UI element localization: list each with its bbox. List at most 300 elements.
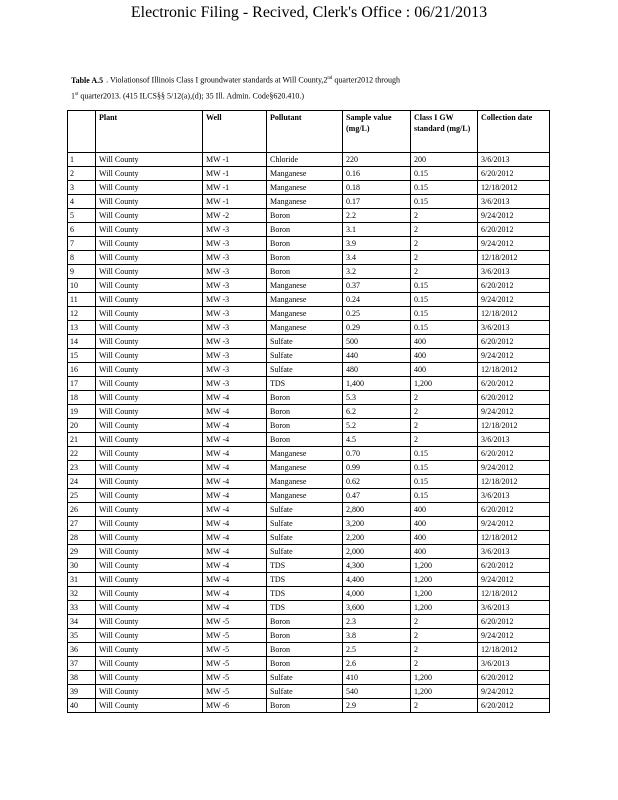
cell-date: 9/24/2012 bbox=[478, 209, 550, 223]
cell-index: 30 bbox=[68, 559, 96, 573]
cell-sample-value: 2,000 bbox=[343, 545, 411, 559]
cell-date: 9/24/2012 bbox=[478, 685, 550, 699]
cell-plant: Will County bbox=[96, 545, 203, 559]
cell-plant: Will County bbox=[96, 279, 203, 293]
cell-standard: 2 bbox=[411, 629, 478, 643]
table-row bbox=[68, 293, 550, 307]
header-standard: Class I GW standard (mg/L) bbox=[411, 111, 478, 153]
cell-date: 6/20/2012 bbox=[478, 615, 550, 629]
cell-index: 29 bbox=[68, 545, 96, 559]
cell-pollutant: Manganese bbox=[267, 307, 343, 321]
table-header-row bbox=[68, 111, 550, 153]
cell-date: 3/6/2013 bbox=[478, 657, 550, 671]
cell-standard: 1,200 bbox=[411, 685, 478, 699]
table-row bbox=[68, 587, 550, 601]
cell-standard: 2 bbox=[411, 419, 478, 433]
cell-date: 3/6/2013 bbox=[478, 545, 550, 559]
header-pollutant: Pollutant bbox=[267, 111, 343, 153]
header-well: Well bbox=[203, 111, 267, 153]
table-row bbox=[68, 237, 550, 251]
cell-plant: Will County bbox=[96, 167, 203, 181]
table-row bbox=[68, 405, 550, 419]
cell-sample-value: 410 bbox=[343, 671, 411, 685]
table-row bbox=[68, 363, 550, 377]
table-row bbox=[68, 433, 550, 447]
cell-pollutant: Boron bbox=[267, 629, 343, 643]
cell-date: 6/20/2012 bbox=[478, 391, 550, 405]
cell-index: 20 bbox=[68, 419, 96, 433]
cell-standard: 1,200 bbox=[411, 573, 478, 587]
cell-pollutant: Sulfate bbox=[267, 531, 343, 545]
cell-standard: 1,200 bbox=[411, 601, 478, 615]
cell-well: MW -3 bbox=[203, 279, 267, 293]
cell-well: MW -2 bbox=[203, 209, 267, 223]
cell-sample-value: 3.9 bbox=[343, 237, 411, 251]
cell-pollutant: Sulfate bbox=[267, 503, 343, 517]
cell-well: MW -4 bbox=[203, 573, 267, 587]
table-row bbox=[68, 223, 550, 237]
cell-date: 9/24/2012 bbox=[478, 405, 550, 419]
cell-well: MW -4 bbox=[203, 587, 267, 601]
cell-well: MW -3 bbox=[203, 377, 267, 391]
cell-well: MW -4 bbox=[203, 489, 267, 503]
cell-pollutant: Manganese bbox=[267, 167, 343, 181]
cell-pollutant: Boron bbox=[267, 405, 343, 419]
cell-date: 9/24/2012 bbox=[478, 629, 550, 643]
cell-standard: 400 bbox=[411, 503, 478, 517]
cell-index: 3 bbox=[68, 181, 96, 195]
cell-sample-value: 0.16 bbox=[343, 167, 411, 181]
cell-date: 9/24/2012 bbox=[478, 461, 550, 475]
cell-sample-value: 2.3 bbox=[343, 615, 411, 629]
cell-pollutant: Sulfate bbox=[267, 671, 343, 685]
cell-plant: Will County bbox=[96, 475, 203, 489]
caption-text-2: quarter2012 through bbox=[332, 75, 400, 85]
table-row bbox=[68, 447, 550, 461]
cell-date: 3/6/2013 bbox=[478, 433, 550, 447]
cell-pollutant: Boron bbox=[267, 209, 343, 223]
caption-sup-2: st bbox=[75, 91, 79, 97]
cell-date: 6/20/2012 bbox=[478, 279, 550, 293]
cell-pollutant: Boron bbox=[267, 433, 343, 447]
cell-standard: 2 bbox=[411, 251, 478, 265]
cell-standard: 2 bbox=[411, 391, 478, 405]
cell-well: MW -4 bbox=[203, 419, 267, 433]
cell-index: 32 bbox=[68, 587, 96, 601]
cell-standard: 2 bbox=[411, 699, 478, 713]
table-row bbox=[68, 335, 550, 349]
cell-plant: Will County bbox=[96, 601, 203, 615]
cell-plant: Will County bbox=[96, 573, 203, 587]
cell-date: 6/20/2012 bbox=[478, 167, 550, 181]
cell-index: 40 bbox=[68, 699, 96, 713]
caption-sup-1: nd bbox=[327, 76, 333, 81]
cell-index: 21 bbox=[68, 433, 96, 447]
cell-date: 6/20/2012 bbox=[478, 223, 550, 237]
cell-sample-value: 4,400 bbox=[343, 573, 411, 587]
cell-well: MW -4 bbox=[203, 461, 267, 475]
cell-pollutant: Manganese bbox=[267, 195, 343, 209]
cell-index: 9 bbox=[68, 265, 96, 279]
cell-index: 33 bbox=[68, 601, 96, 615]
table-row bbox=[68, 195, 550, 209]
cell-plant: Will County bbox=[96, 349, 203, 363]
cell-date: 9/24/2012 bbox=[478, 517, 550, 531]
cell-index: 35 bbox=[68, 629, 96, 643]
cell-date: 6/20/2012 bbox=[478, 503, 550, 517]
cell-plant: Will County bbox=[96, 489, 203, 503]
cell-sample-value: 0.17 bbox=[343, 195, 411, 209]
cell-well: MW -4 bbox=[203, 433, 267, 447]
cell-pollutant: Sulfate bbox=[267, 335, 343, 349]
cell-pollutant: Manganese bbox=[267, 461, 343, 475]
cell-pollutant: TDS bbox=[267, 377, 343, 391]
cell-index: 1 bbox=[68, 153, 96, 167]
cell-date: 3/6/2013 bbox=[478, 153, 550, 167]
cell-index: 36 bbox=[68, 643, 96, 657]
cell-well: MW -5 bbox=[203, 671, 267, 685]
cell-sample-value: 0.99 bbox=[343, 461, 411, 475]
cell-sample-value: 5.3 bbox=[343, 391, 411, 405]
cell-sample-value: 440 bbox=[343, 349, 411, 363]
cell-sample-value: 0.47 bbox=[343, 489, 411, 503]
cell-date: 6/20/2012 bbox=[478, 335, 550, 349]
table-row bbox=[68, 545, 550, 559]
caption-text-3: 1 bbox=[71, 91, 75, 101]
cell-sample-value: 4,000 bbox=[343, 587, 411, 601]
cell-well: MW -6 bbox=[203, 699, 267, 713]
table-label: Table A.5 bbox=[71, 75, 104, 85]
cell-well: MW -3 bbox=[203, 349, 267, 363]
cell-date: 6/20/2012 bbox=[478, 377, 550, 391]
cell-date: 12/18/2012 bbox=[478, 475, 550, 489]
cell-date: 3/6/2013 bbox=[478, 601, 550, 615]
cell-date: 12/18/2012 bbox=[478, 307, 550, 321]
table-row bbox=[68, 573, 550, 587]
cell-standard: 0.15 bbox=[411, 279, 478, 293]
cell-pollutant: Manganese bbox=[267, 475, 343, 489]
caption-text-1: . Violationsof Illinois Class I groundwater standards at Will County,2 bbox=[106, 75, 328, 85]
table-row bbox=[68, 153, 550, 167]
cell-date: 3/6/2013 bbox=[478, 489, 550, 503]
cell-standard: 2 bbox=[411, 223, 478, 237]
cell-well: MW -4 bbox=[203, 559, 267, 573]
cell-sample-value: 3.4 bbox=[343, 251, 411, 265]
cell-sample-value: 0.37 bbox=[343, 279, 411, 293]
cell-plant: Will County bbox=[96, 293, 203, 307]
cell-index: 7 bbox=[68, 237, 96, 251]
cell-standard: 400 bbox=[411, 517, 478, 531]
cell-standard: 0.15 bbox=[411, 293, 478, 307]
table-row bbox=[68, 377, 550, 391]
table-row bbox=[68, 181, 550, 195]
cell-well: MW -4 bbox=[203, 503, 267, 517]
cell-plant: Will County bbox=[96, 181, 203, 195]
cell-plant: Will County bbox=[96, 209, 203, 223]
cell-date: 6/20/2012 bbox=[478, 699, 550, 713]
cell-sample-value: 3.8 bbox=[343, 629, 411, 643]
cell-pollutant: Boron bbox=[267, 391, 343, 405]
cell-plant: Will County bbox=[96, 195, 203, 209]
cell-standard: 1,200 bbox=[411, 559, 478, 573]
cell-plant: Will County bbox=[96, 433, 203, 447]
caption-text-4: quarter2013. (415 ILCS§§ 5/12(a),(d); 35 Ill. Admin. Code§620.410.) bbox=[78, 91, 305, 101]
cell-standard: 0.15 bbox=[411, 489, 478, 503]
cell-standard: 400 bbox=[411, 349, 478, 363]
cell-index: 38 bbox=[68, 671, 96, 685]
cell-plant: Will County bbox=[96, 671, 203, 685]
cell-plant: Will County bbox=[96, 461, 203, 475]
cell-standard: 200 bbox=[411, 153, 478, 167]
cell-standard: 2 bbox=[411, 615, 478, 629]
cell-well: MW -5 bbox=[203, 643, 267, 657]
cell-pollutant: Manganese bbox=[267, 447, 343, 461]
cell-date: 3/6/2013 bbox=[478, 195, 550, 209]
cell-standard: 400 bbox=[411, 531, 478, 545]
cell-sample-value: 0.70 bbox=[343, 447, 411, 461]
cell-index: 10 bbox=[68, 279, 96, 293]
cell-plant: Will County bbox=[96, 377, 203, 391]
table-row bbox=[68, 629, 550, 643]
cell-index: 26 bbox=[68, 503, 96, 517]
cell-plant: Will County bbox=[96, 531, 203, 545]
cell-plant: Will County bbox=[96, 391, 203, 405]
cell-plant: Will County bbox=[96, 629, 203, 643]
cell-sample-value: 0.62 bbox=[343, 475, 411, 489]
cell-standard: 0.15 bbox=[411, 307, 478, 321]
cell-sample-value: 3.1 bbox=[343, 223, 411, 237]
cell-date: 12/18/2012 bbox=[478, 363, 550, 377]
header-collection-date: Collection date bbox=[478, 111, 550, 153]
table-row bbox=[68, 503, 550, 517]
cell-well: MW -3 bbox=[203, 251, 267, 265]
cell-date: 12/18/2012 bbox=[478, 251, 550, 265]
cell-sample-value: 480 bbox=[343, 363, 411, 377]
cell-standard: 1,200 bbox=[411, 671, 478, 685]
cell-plant: Will County bbox=[96, 251, 203, 265]
cell-pollutant: Boron bbox=[267, 419, 343, 433]
cell-sample-value: 220 bbox=[343, 153, 411, 167]
header-index bbox=[68, 111, 96, 153]
cell-well: MW -3 bbox=[203, 293, 267, 307]
cell-standard: 0.15 bbox=[411, 181, 478, 195]
cell-pollutant: Manganese bbox=[267, 181, 343, 195]
cell-standard: 0.15 bbox=[411, 195, 478, 209]
cell-well: MW -4 bbox=[203, 517, 267, 531]
cell-standard: 2 bbox=[411, 237, 478, 251]
cell-sample-value: 3,600 bbox=[343, 601, 411, 615]
cell-date: 3/6/2013 bbox=[478, 265, 550, 279]
cell-pollutant: Sulfate bbox=[267, 349, 343, 363]
table-row bbox=[68, 265, 550, 279]
cell-index: 37 bbox=[68, 657, 96, 671]
cell-date: 9/24/2012 bbox=[478, 573, 550, 587]
table-row bbox=[68, 531, 550, 545]
table-row bbox=[68, 307, 550, 321]
cell-standard: 2 bbox=[411, 433, 478, 447]
cell-date: 12/18/2012 bbox=[478, 587, 550, 601]
cell-index: 22 bbox=[68, 447, 96, 461]
table-row bbox=[68, 685, 550, 699]
cell-index: 2 bbox=[68, 167, 96, 181]
cell-well: MW -5 bbox=[203, 685, 267, 699]
cell-sample-value: 5.2 bbox=[343, 419, 411, 433]
cell-standard: 0.15 bbox=[411, 321, 478, 335]
cell-plant: Will County bbox=[96, 335, 203, 349]
cell-pollutant: Sulfate bbox=[267, 363, 343, 377]
cell-well: MW -4 bbox=[203, 405, 267, 419]
table-row bbox=[68, 391, 550, 405]
cell-pollutant: Sulfate bbox=[267, 545, 343, 559]
cell-well: MW -1 bbox=[203, 195, 267, 209]
cell-plant: Will County bbox=[96, 223, 203, 237]
cell-index: 17 bbox=[68, 377, 96, 391]
cell-well: MW -5 bbox=[203, 657, 267, 671]
cell-pollutant: Boron bbox=[267, 615, 343, 629]
cell-date: 12/18/2012 bbox=[478, 643, 550, 657]
cell-standard: 1,200 bbox=[411, 377, 478, 391]
table-row bbox=[68, 559, 550, 573]
table-row bbox=[68, 279, 550, 293]
cell-plant: Will County bbox=[96, 657, 203, 671]
cell-plant: Will County bbox=[96, 405, 203, 419]
cell-sample-value: 2,200 bbox=[343, 531, 411, 545]
cell-pollutant: Boron bbox=[267, 223, 343, 237]
cell-sample-value: 2.5 bbox=[343, 643, 411, 657]
cell-well: MW -1 bbox=[203, 153, 267, 167]
cell-pollutant: Manganese bbox=[267, 279, 343, 293]
cell-standard: 2 bbox=[411, 657, 478, 671]
cell-well: MW -4 bbox=[203, 545, 267, 559]
cell-date: 6/20/2012 bbox=[478, 559, 550, 573]
cell-sample-value: 4.5 bbox=[343, 433, 411, 447]
cell-date: 9/24/2012 bbox=[478, 349, 550, 363]
cell-pollutant: Manganese bbox=[267, 293, 343, 307]
table-row bbox=[68, 671, 550, 685]
cell-well: MW -5 bbox=[203, 629, 267, 643]
cell-date: 6/20/2012 bbox=[478, 447, 550, 461]
cell-standard: 2 bbox=[411, 209, 478, 223]
cell-pollutant: Sulfate bbox=[267, 517, 343, 531]
cell-well: MW -4 bbox=[203, 475, 267, 489]
cell-pollutant: Boron bbox=[267, 699, 343, 713]
cell-index: 5 bbox=[68, 209, 96, 223]
cell-sample-value: 540 bbox=[343, 685, 411, 699]
cell-plant: Will County bbox=[96, 265, 203, 279]
cell-index: 31 bbox=[68, 573, 96, 587]
cell-pollutant: TDS bbox=[267, 587, 343, 601]
cell-pollutant: TDS bbox=[267, 573, 343, 587]
table-row bbox=[68, 615, 550, 629]
cell-standard: 0.15 bbox=[411, 475, 478, 489]
cell-well: MW -4 bbox=[203, 447, 267, 461]
cell-pollutant: Boron bbox=[267, 657, 343, 671]
table-row bbox=[68, 321, 550, 335]
cell-well: MW -3 bbox=[203, 237, 267, 251]
cell-plant: Will County bbox=[96, 699, 203, 713]
cell-well: MW -4 bbox=[203, 601, 267, 615]
cell-plant: Will County bbox=[96, 307, 203, 321]
cell-standard: 400 bbox=[411, 363, 478, 377]
table-row bbox=[68, 699, 550, 713]
table-row bbox=[68, 601, 550, 615]
cell-plant: Will County bbox=[96, 517, 203, 531]
cell-pollutant: Sulfate bbox=[267, 685, 343, 699]
cell-pollutant: TDS bbox=[267, 559, 343, 573]
table-row bbox=[68, 489, 550, 503]
cell-index: 19 bbox=[68, 405, 96, 419]
cell-index: 14 bbox=[68, 335, 96, 349]
cell-date: 9/24/2012 bbox=[478, 237, 550, 251]
cell-standard: 400 bbox=[411, 335, 478, 349]
cell-sample-value: 3.2 bbox=[343, 265, 411, 279]
cell-index: 28 bbox=[68, 531, 96, 545]
violations-table bbox=[67, 110, 550, 713]
cell-well: MW -3 bbox=[203, 363, 267, 377]
cell-plant: Will County bbox=[96, 643, 203, 657]
table-row bbox=[68, 643, 550, 657]
cell-index: 13 bbox=[68, 321, 96, 335]
cell-plant: Will County bbox=[96, 447, 203, 461]
table-row bbox=[68, 251, 550, 265]
cell-well: MW -4 bbox=[203, 531, 267, 545]
cell-sample-value: 0.25 bbox=[343, 307, 411, 321]
cell-plant: Will County bbox=[96, 237, 203, 251]
table-row bbox=[68, 657, 550, 671]
cell-standard: 0.15 bbox=[411, 461, 478, 475]
cell-pollutant: Boron bbox=[267, 251, 343, 265]
cell-index: 8 bbox=[68, 251, 96, 265]
cell-date: 12/18/2012 bbox=[478, 181, 550, 195]
cell-sample-value: 2.9 bbox=[343, 699, 411, 713]
cell-plant: Will County bbox=[96, 321, 203, 335]
cell-index: 24 bbox=[68, 475, 96, 489]
cell-date: 12/18/2012 bbox=[478, 531, 550, 545]
cell-date: 12/18/2012 bbox=[478, 419, 550, 433]
cell-standard: 0.15 bbox=[411, 167, 478, 181]
cell-plant: Will County bbox=[96, 559, 203, 573]
cell-index: 15 bbox=[68, 349, 96, 363]
cell-index: 11 bbox=[68, 293, 96, 307]
cell-pollutant: Manganese bbox=[267, 489, 343, 503]
cell-sample-value: 2.6 bbox=[343, 657, 411, 671]
cell-standard: 1,200 bbox=[411, 587, 478, 601]
cell-well: MW -3 bbox=[203, 223, 267, 237]
cell-plant: Will County bbox=[96, 363, 203, 377]
cell-sample-value: 0.29 bbox=[343, 321, 411, 335]
cell-date: 9/24/2012 bbox=[478, 293, 550, 307]
cell-sample-value: 3,200 bbox=[343, 517, 411, 531]
table-row bbox=[68, 167, 550, 181]
table-row bbox=[68, 349, 550, 363]
cell-sample-value: 0.18 bbox=[343, 181, 411, 195]
cell-pollutant: TDS bbox=[267, 601, 343, 615]
cell-sample-value: 1,400 bbox=[343, 377, 411, 391]
cell-plant: Will County bbox=[96, 503, 203, 517]
cell-index: 18 bbox=[68, 391, 96, 405]
cell-index: 12 bbox=[68, 307, 96, 321]
cell-date: 3/6/2013 bbox=[478, 321, 550, 335]
table-row bbox=[68, 209, 550, 223]
cell-well: MW -3 bbox=[203, 321, 267, 335]
cell-plant: Will County bbox=[96, 419, 203, 433]
cell-standard: 2 bbox=[411, 405, 478, 419]
table-row bbox=[68, 517, 550, 531]
table-row bbox=[68, 461, 550, 475]
cell-sample-value: 2.2 bbox=[343, 209, 411, 223]
cell-index: 4 bbox=[68, 195, 96, 209]
cell-plant: Will County bbox=[96, 153, 203, 167]
